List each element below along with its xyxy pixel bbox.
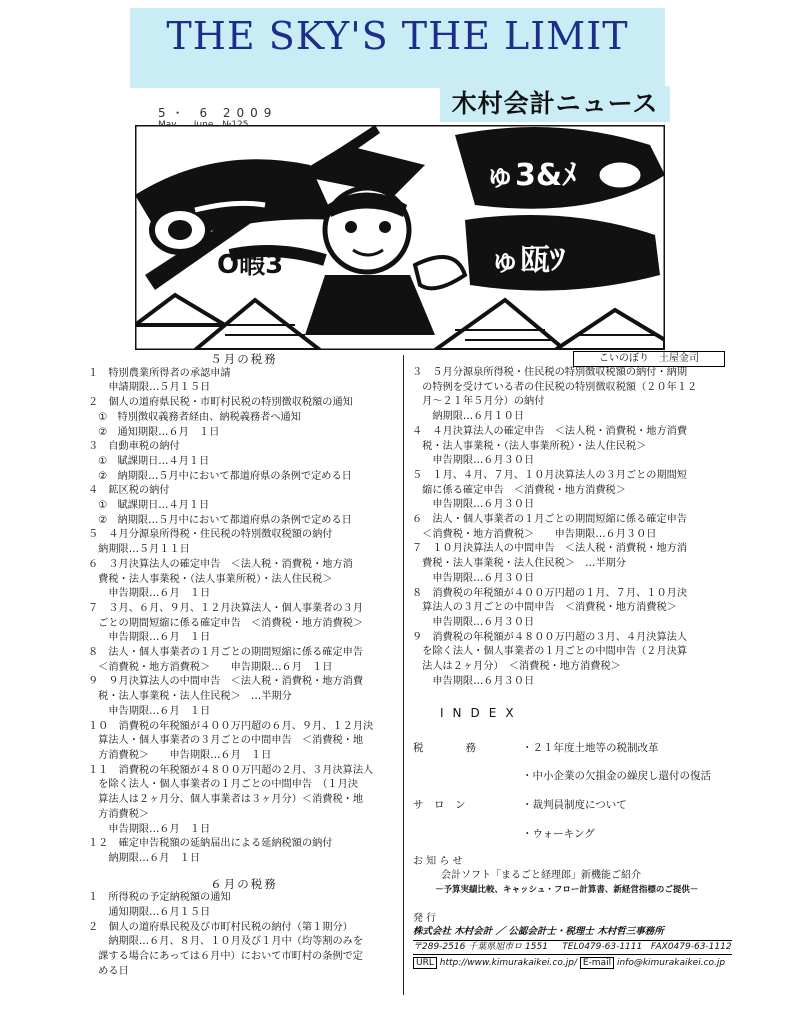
notice-line: －予算実績比較、キャッシュ・フロー計算書、新経営指標のご提供－ xyxy=(435,885,699,895)
may-tax-line: ① 特別徴収義務者経由、納税義務者へ通知 xyxy=(88,411,301,423)
june-tax-line: ７ １０月決算法人の中間申告 ＜法人税・消費税・地方消 xyxy=(412,543,688,555)
index-heading: INDEX xyxy=(440,706,523,720)
may-tax-line: 申請期限…５月１５日 xyxy=(88,382,211,394)
june-tax-line: １ 所得税の予定納税額の通知 xyxy=(88,892,231,904)
left-column xyxy=(88,352,400,980)
header-banner xyxy=(130,8,665,88)
june-tax-line: 費税・法人事業税・法人住民税＞ …半期分 xyxy=(412,558,626,570)
may-tax-line: 費税・法人事業税・（法人事業所税）・法人住民税＞ xyxy=(88,573,333,585)
issue-date: 5・ 6 2009 xyxy=(158,106,278,120)
june-tax-line: 申告期限…６月３０日 xyxy=(412,572,535,584)
june-tax-line: 算法人の３月ごとの中間申告 ＜消費税・地方消費税＞ xyxy=(412,602,677,614)
svg-text:ゅ瓯ﾂ: ゅ瓯ﾂ xyxy=(490,243,565,278)
may-tax-line: 算法人・個人事業者の３月ごとの中間申告 ＜消費税・地 xyxy=(88,735,364,747)
may-tax-line: １２ 確定申告税額の延納届出による延納税額の納付 xyxy=(88,838,333,850)
june-tax-line: 申告期限…６月３０日 xyxy=(412,455,535,467)
may-tax-line: ごとの期間短縮に係る確定申告 ＜消費税・地方消費税＞ xyxy=(88,617,364,629)
june-tax-line: ３ ５月分源泉所得税・住民税の特別徴収税額の納付・納期 xyxy=(412,367,688,378)
may-tax-line: ＜消費税・地方消費税＞ 申告期限…６月 １日 xyxy=(88,661,333,673)
notice-heading: お 知 ら せ xyxy=(413,856,463,867)
june-tax-line: 納期限…６月１０日 xyxy=(412,411,525,423)
june-tax-line: 法人は２ヶ月分） ＜消費税・地方消費税＞ xyxy=(412,661,621,673)
may-tax-line: 方消費税＞ 申告期限…６月 １日 xyxy=(88,749,272,761)
june-tax-line: 申告期限…６月３０日 xyxy=(412,675,535,687)
june-tax-line: 申告期限…６月３０日 xyxy=(412,616,535,628)
june-tax-line: を除く法人・個人事業者の１月ごとの中間申告（２月決算 xyxy=(412,646,688,658)
june-tax-line: ２ 個人の道府県民税及び市町村民税の納付（第１期分） xyxy=(88,921,353,933)
june-tax-line: 申告期限…６月３０日 xyxy=(412,499,535,511)
index-tax-item: ・中小企業の欠損金の繰戻し還付の復活 xyxy=(522,770,711,782)
index-tax-item: ・２１年度土地等の税制改革 xyxy=(522,742,659,754)
svg-text:O暇3: O暇3 xyxy=(217,250,284,280)
may-tax-line: ２ 個人の道府県民税・市町村民税の特別徴収税額の通知 xyxy=(88,397,353,409)
url-label: URL xyxy=(413,957,437,969)
june-tax-line: 月～２１年５月分）の納付 xyxy=(412,396,545,408)
may-tax-line: 算法人は２ヶ月分、個人事業者は３ヶ月分）＜消費税・地 xyxy=(88,794,364,806)
illustration-caption: こいのぼり 土屋金司 xyxy=(573,351,725,367)
may-tax-line: 申告期限…６月 １日 xyxy=(88,632,211,644)
june-tax-line: 通知期限…６月１５日 xyxy=(88,907,211,919)
may-tax-line: 納期限…５月１１日 xyxy=(88,544,190,556)
may-tax-line: ② 納期限…５月中において都道府県の条例で定める日 xyxy=(88,514,352,526)
june-tax-line: める日 xyxy=(88,965,129,977)
newsletter-title: 木村会計ニュース xyxy=(440,86,670,122)
banner-title: THE SKY'S THE LIMIT xyxy=(166,14,629,58)
june-tax-line: 税・法人事業税・（法人事業所税）・法人住民税＞ xyxy=(412,440,647,452)
publisher-email[interactable]: info@kimurakaikei.co.jp xyxy=(616,958,726,968)
may-tax-line: ７ ３月、６月、９月、１２月決算法人・個人事業者の３月 xyxy=(88,602,364,614)
notice-line: 会計ソフト「まるごと経理郎」新機能ご紹介 xyxy=(441,870,641,881)
index-salon-label: サ ロ ン xyxy=(413,799,466,811)
notice-section xyxy=(413,855,698,897)
may-tax-line: ② 通知期限…６月 １日 xyxy=(88,426,220,438)
column-divider xyxy=(403,355,404,995)
may-tax-line: を除く法人・個人事業者の１月ごとの中間申告 （１月決 xyxy=(88,779,358,791)
publisher-section xyxy=(413,912,732,970)
publisher-fax: FAX0479-63-1112 xyxy=(650,942,732,952)
may-tax-line: ５ ４月分源泉所得税・住民税の特別徴収税額の納付 xyxy=(88,529,333,541)
may-tax-line: ４ 鉱区税の納付 xyxy=(88,485,170,497)
may-tax-line: ① 賦課期日…４月１日 xyxy=(88,455,210,467)
june-tax-line: ８ 消費税の年税額が４００万円超の１月、７月、１０月決 xyxy=(412,587,688,599)
index-salon-item: ・裁判員制度について xyxy=(522,799,627,811)
may-tax-line: ② 納期限…５月中において都道府県の条例で定める日 xyxy=(88,470,352,482)
may-tax-line: １０ 消費税の年税額が４００万円超の６月、９月、１２月決 xyxy=(88,720,374,732)
june-tax-line: ５ １月、４月、７月、１０月決算法人の３月ごとの期間短 xyxy=(412,469,688,481)
june-tax-line: ４ ４月決算法人の確定申告 ＜法人税・消費税・地方消費 xyxy=(412,425,688,437)
may-tax-line: 申告期限…６月 １日 xyxy=(88,705,211,717)
index-salon-item: ・ウォーキング xyxy=(522,828,595,840)
publisher-address: 〒289-2516 千葉県旭市ロ 1551 xyxy=(413,942,548,952)
may-tax-line: ① 賦課期日…４月１日 xyxy=(88,500,210,512)
may-tax-line: １ 特別農業所得者の承認申請 xyxy=(88,367,231,379)
may-tax-line: 方消費税＞ xyxy=(88,808,150,820)
june-taxes-heading: ６月の税務 xyxy=(210,876,278,891)
may-tax-line: ９ ９月決算法人の中間申告 ＜法人税・消費税・地方消費 xyxy=(88,676,364,688)
june-tax-line: 課する場合にあっては６月中）において市町村の条例で定 xyxy=(88,951,363,963)
may-tax-line: 税・法人事業税・法人住民税＞ …半期分 xyxy=(88,691,292,703)
june-tax-line: 縮に係る確定申告 ＜消費税・地方消費税＞ xyxy=(412,484,626,496)
email-label: E-mail xyxy=(580,957,614,969)
may-tax-line: 申告期限…６月 １日 xyxy=(88,588,211,600)
publisher-heading: 発 行 xyxy=(413,913,437,924)
june-tax-line: 納期限…６月、８月、１０月及び１月中（均等割のみを xyxy=(88,936,364,948)
publisher-tel: TEL0479-63-1111 xyxy=(562,942,643,952)
publisher-name: 株式会社 木村会計 ／ 公認会計士・税理士 木村哲三事務所 xyxy=(413,926,664,937)
june-tax-line: ６ 法人・個人事業者の１月ごとの期間短縮に係る確定申告 xyxy=(412,514,688,526)
may-tax-line: ８ 法人・個人事業者の１月ごとの期間短縮に係る確定申告 xyxy=(88,647,364,659)
may-tax-line: 申告期限…６月 １日 xyxy=(88,823,211,835)
publisher-url[interactable]: http://www.kimurakaikei.co.jp/ xyxy=(439,958,577,968)
may-tax-line: ６ ３月決算法人の確定申告 ＜法人税・消費税・地方消 xyxy=(88,558,353,570)
may-tax-line: ３ 自動車税の納付 xyxy=(88,441,180,453)
june-tax-line: ＜消費税・地方消費税＞ 申告期限…６月３０日 xyxy=(412,528,657,540)
june-tax-line: の特例を受けている者の住民税の特別徴収税額（２０年１２ xyxy=(412,381,698,393)
may-tax-line: 納期限…６月 １日 xyxy=(88,852,201,864)
woodcut-illustration xyxy=(135,125,665,350)
june-tax-line: ９ 消費税の年税額が４８００万円超の３月、４月決算法人 xyxy=(412,631,688,643)
index-tax-label: 税 務 xyxy=(413,742,476,754)
svg-text:ゅ3&ﾒ: ゅ3&ﾒ xyxy=(485,158,578,193)
may-taxes-heading: ５月の税務 xyxy=(210,352,278,366)
may-tax-line: １１ 消費税の年税額が４８００万円超の２月、３月決算法人 xyxy=(88,764,374,776)
right-column xyxy=(412,366,752,689)
